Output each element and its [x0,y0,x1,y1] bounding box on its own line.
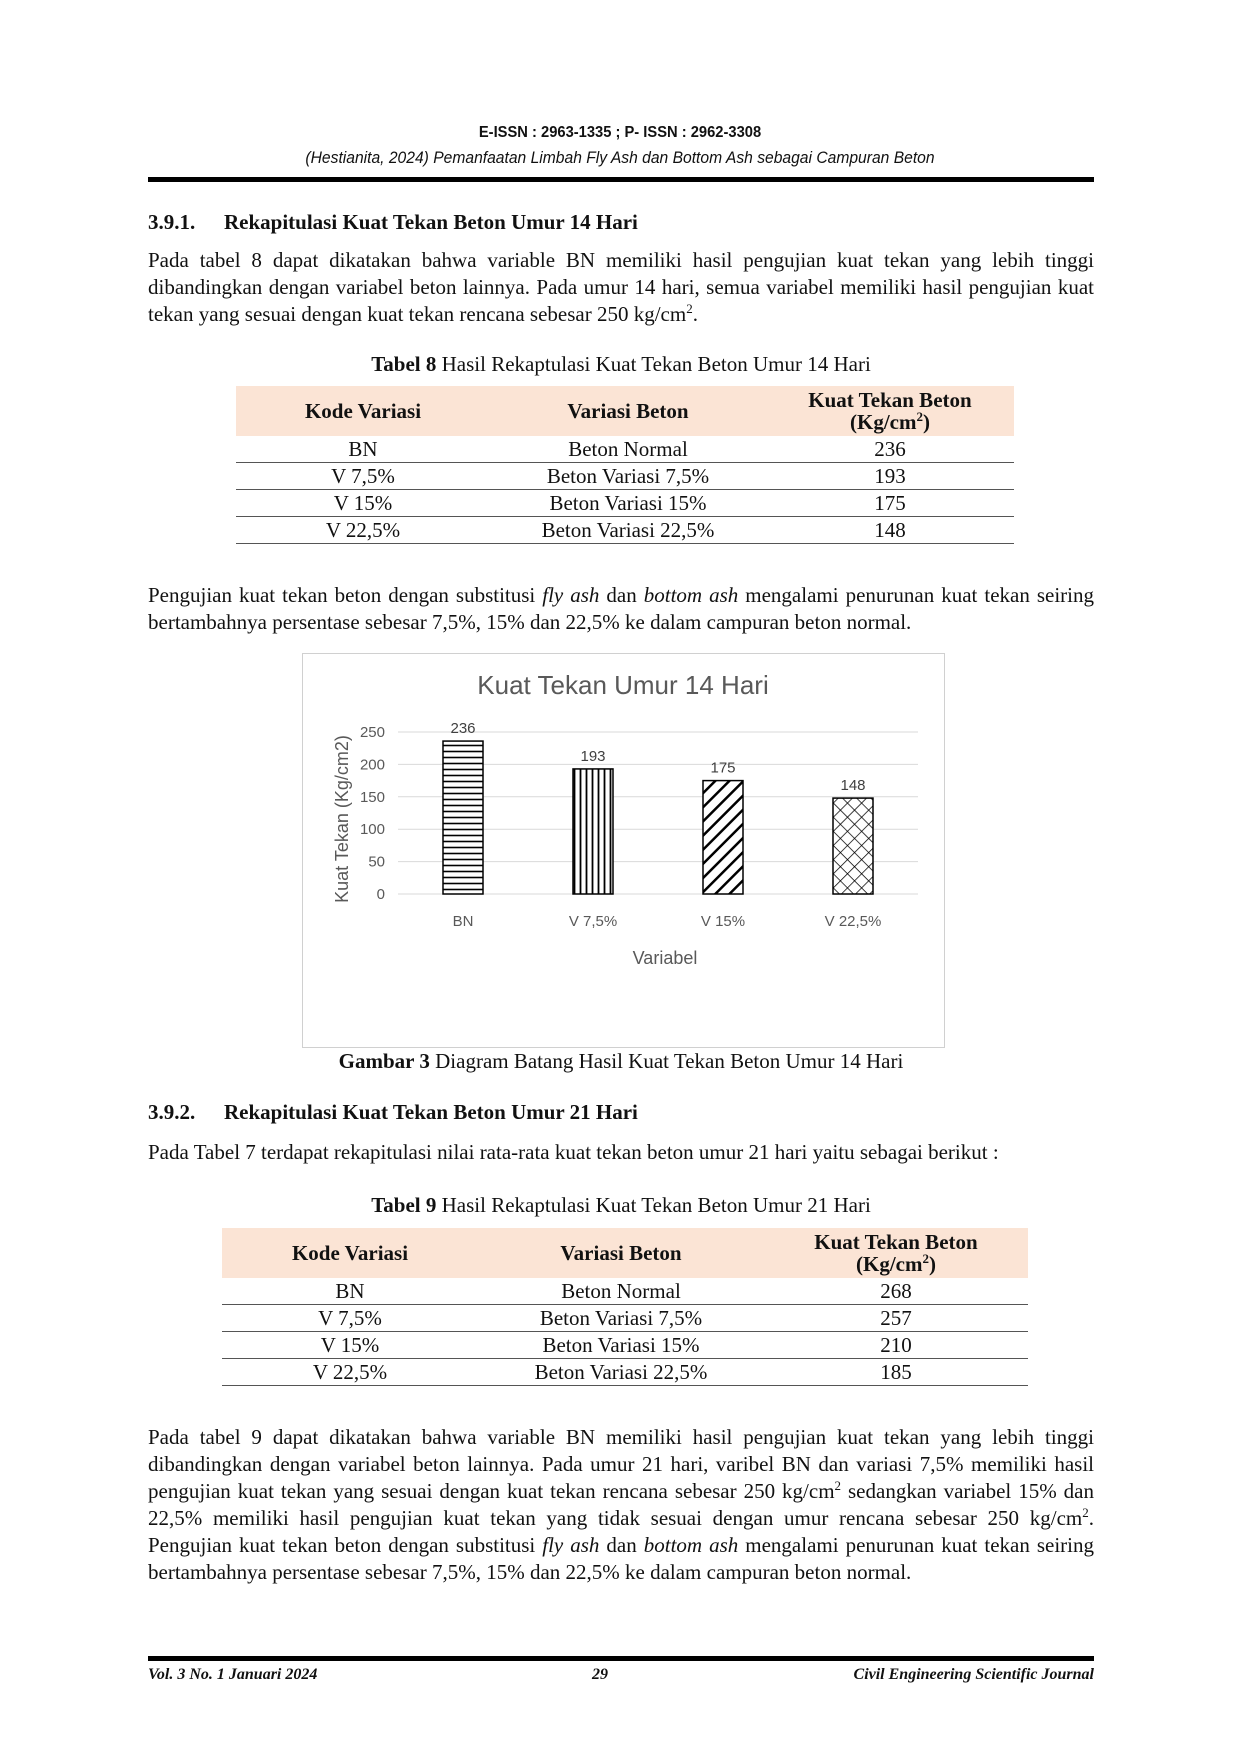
paragraph-substitution [148,582,1094,636]
section-heading-3-9-2 [148,1100,638,1125]
cell: Beton Variasi 22,5% [490,517,766,544]
section-number: 3.9.2. [148,1100,196,1124]
chart-title: Kuat Tekan Umur 14 Hari [477,670,769,700]
italic-term: fly ash [542,1533,600,1557]
x-tick-label: V 22,5% [824,913,882,930]
y-tick-label: 0 [376,886,385,903]
text: mengalami penurunan kuat tekan seiring bertambahnya persentase sebesar 7,5%, 15% dan 22,5% ke dalam campuran beton normal. [148,1533,1094,1584]
text: dan [599,1533,644,1557]
table-row [222,1359,1028,1386]
table-row [236,463,1014,490]
header-variasi-beton: Variasi Beton [490,386,766,436]
caption-text: Diagram Batang Hasil Kuat Tekan Beton Umur 14 Hari [429,1049,904,1073]
x-tick-label: BN [452,913,474,930]
y-axis-label: Kuat Tekan (Kg/cm2) [332,735,352,903]
cell: BN [236,436,490,463]
superscript: 2 [834,1478,842,1493]
y-tick-label: 100 [359,821,385,839]
cell: Beton Normal [478,1278,764,1305]
header-kuat-tekan [764,1228,1028,1278]
data-labels [450,720,865,794]
table8 [236,386,1014,544]
cell: 210 [764,1332,1028,1359]
x-tick-label: V 15% [700,913,746,930]
data-label: 175 [710,759,736,777]
section-title: Rekapitulasi Kuat Tekan Beton Umur 14 Hari [224,210,638,234]
header-kuat-tekan-line1: Kuat Tekan Beton [814,1230,978,1254]
text: dan [599,583,644,607]
x-tick-label: V 7,5% [568,913,618,930]
table9 [222,1228,1028,1386]
caption-label: Tabel 9 [371,1193,437,1217]
text: Pada tabel 9 dapat dikatakan bahwa variable BN memiliki hasil pengujian kuat tekan yang lebih tinggi dibandingkan dengan variabel beton lainnya. Pada umur 21 hari, varibel BN dan variasi 7,5% memiliki hasil pengujian kuat tekan yang sesuai dengan kuat tekan rencana sebesar 250 kg/cm [148,1425,1094,1503]
header-kuat-tekan [766,386,1014,436]
header-kode-variasi: Kode Variasi [236,386,490,436]
table-header-row [222,1228,1028,1278]
header-unit-sup: 2 [922,1251,929,1266]
text: sedangkan variabel 15% dan 22,5% memiliki hasil pengujian kuat tekan yang tidak sesuai dengan umur rencana sebesar 250 kg/cm [148,1479,1094,1530]
table-row [236,436,1014,463]
y-tick-label: 200 [359,756,385,774]
cell: V 15% [236,490,490,517]
cell: V 22,5% [222,1359,478,1386]
paragraph-end: . [692,302,698,326]
cell: Beton Variasi 22,5% [478,1359,764,1386]
chart-container [302,653,945,1048]
header-variasi-beton: Variasi Beton [478,1228,764,1278]
cell: Beton Variasi 15% [478,1332,764,1359]
text: mengalami penurunan kuat tekan seiring bertambahnya persentase sebesar 7,5%, 15% dan 22,5% ke dalam campuran beton normal. [148,583,1094,634]
bar-bn [443,741,483,894]
data-label: 148 [840,777,866,795]
text: . Pengujian kuat tekan beton dengan substitusi [148,1506,1094,1557]
article-citation: (Hestianita, 2024) Pemanfaatan Limbah Fly Ash dan Bottom Ash sebagai Campuran Beton [305,148,935,167]
cell: V 7,5% [236,463,490,490]
y-tick-label: 50 [368,853,385,871]
cell: 175 [766,490,1014,517]
page-number: 29 [592,1666,608,1683]
cell: Beton Variasi 15% [490,490,766,517]
header-unit: (Kg/cm [856,1252,923,1276]
footer-volume: Vol. 3 No. 1 Januari 2024 [148,1666,318,1683]
cell: 268 [764,1278,1028,1305]
table-row [236,517,1014,544]
section-number: 3.9.1. [148,210,196,234]
cell: 257 [764,1305,1028,1332]
header-kode-variasi: Kode Variasi [222,1228,478,1278]
bar-chart [303,654,944,1047]
header-unit: (Kg/cm [850,410,917,434]
text: Pengujian kuat tekan beton dengan substitusi [148,583,543,607]
x-axis-label: Variabel [632,948,698,968]
cell: Beton Normal [490,436,766,463]
table-header-row [236,386,1014,436]
bar-v-15- [703,781,743,894]
data-label: 193 [580,747,606,765]
figure3-caption [148,1049,1094,1074]
cell: BN [222,1278,478,1305]
cell: V 22,5% [236,517,490,544]
cell: V 7,5% [222,1305,478,1332]
superscript: 2 [1082,1505,1089,1520]
header-unit-sup: 2 [916,409,923,424]
cell: 193 [766,463,1014,490]
section-title: Rekapitulasi Kuat Tekan Beton Umur 21 Hari [224,1100,638,1124]
caption-label: Tabel 8 [371,352,437,376]
y-tick-label: 150 [359,788,385,806]
header-unit-close: ) [928,1252,936,1276]
bar-v-7-5- [573,769,613,894]
table-row [222,1278,1028,1305]
italic-term: fly ash [542,583,600,607]
cell: 185 [764,1359,1028,1386]
caption-text: Hasil Rekaptulasi Kuat Tekan Beton Umur 14 Hari [436,352,871,376]
x-tick-labels [453,913,882,930]
cell: 236 [766,436,1014,463]
section-heading-3-9-1 [148,210,638,235]
paragraph-table8-summary [148,247,1094,328]
bar-v-22-5- [833,798,873,894]
superscript: 2 [686,301,693,316]
paragraph-table9-intro: Pada Tabel 7 terdapat rekapitulasi nilai rata-rata kuat tekan beton umur 21 hari yaitu sebagai berikut : [148,1140,999,1164]
italic-term: bottom ash [643,583,739,607]
footer-rule [148,1656,1094,1661]
table-row [222,1305,1028,1332]
y-tick-label: 250 [359,724,385,741]
caption-text: Hasil Rekaptulasi Kuat Tekan Beton Umur 21 Hari [436,1193,871,1217]
cell: Beton Variasi 7,5% [478,1305,764,1332]
data-label: 236 [450,720,476,738]
cell: Beton Variasi 7,5% [490,463,766,490]
table-row [236,490,1014,517]
table-row [222,1332,1028,1359]
paragraph-table9-summary [148,1424,1094,1586]
italic-term: bottom ash [643,1533,739,1557]
cell: 148 [766,517,1014,544]
header-rule [148,177,1094,182]
paragraph-text: Pada tabel 8 dapat dikatakan bahwa variable BN memiliki hasil pengujian kuat tekan yang lebih tinggi dibandingkan dengan variabel beton lainnya. Pada umur 14 hari, semua variabel memiliki hasil pengujian kuat tekan yang sesuai dengan kuat tekan rencana sebesar 250 kg/cm [148,248,1094,326]
table8-caption [148,352,1094,377]
table9-caption [148,1193,1094,1218]
footer-journal: Civil Engineering Scientific Journal [853,1666,1094,1683]
caption-label: Gambar 3 [338,1049,430,1073]
y-tick-labels [360,724,385,903]
header-unit-close: ) [922,410,930,434]
cell: V 15% [222,1332,478,1359]
header-kuat-tekan-line1: Kuat Tekan Beton [808,388,972,412]
journal-issn: E-ISSN : 2963-1335 ; P- ISSN : 2962-3308 [478,124,762,141]
